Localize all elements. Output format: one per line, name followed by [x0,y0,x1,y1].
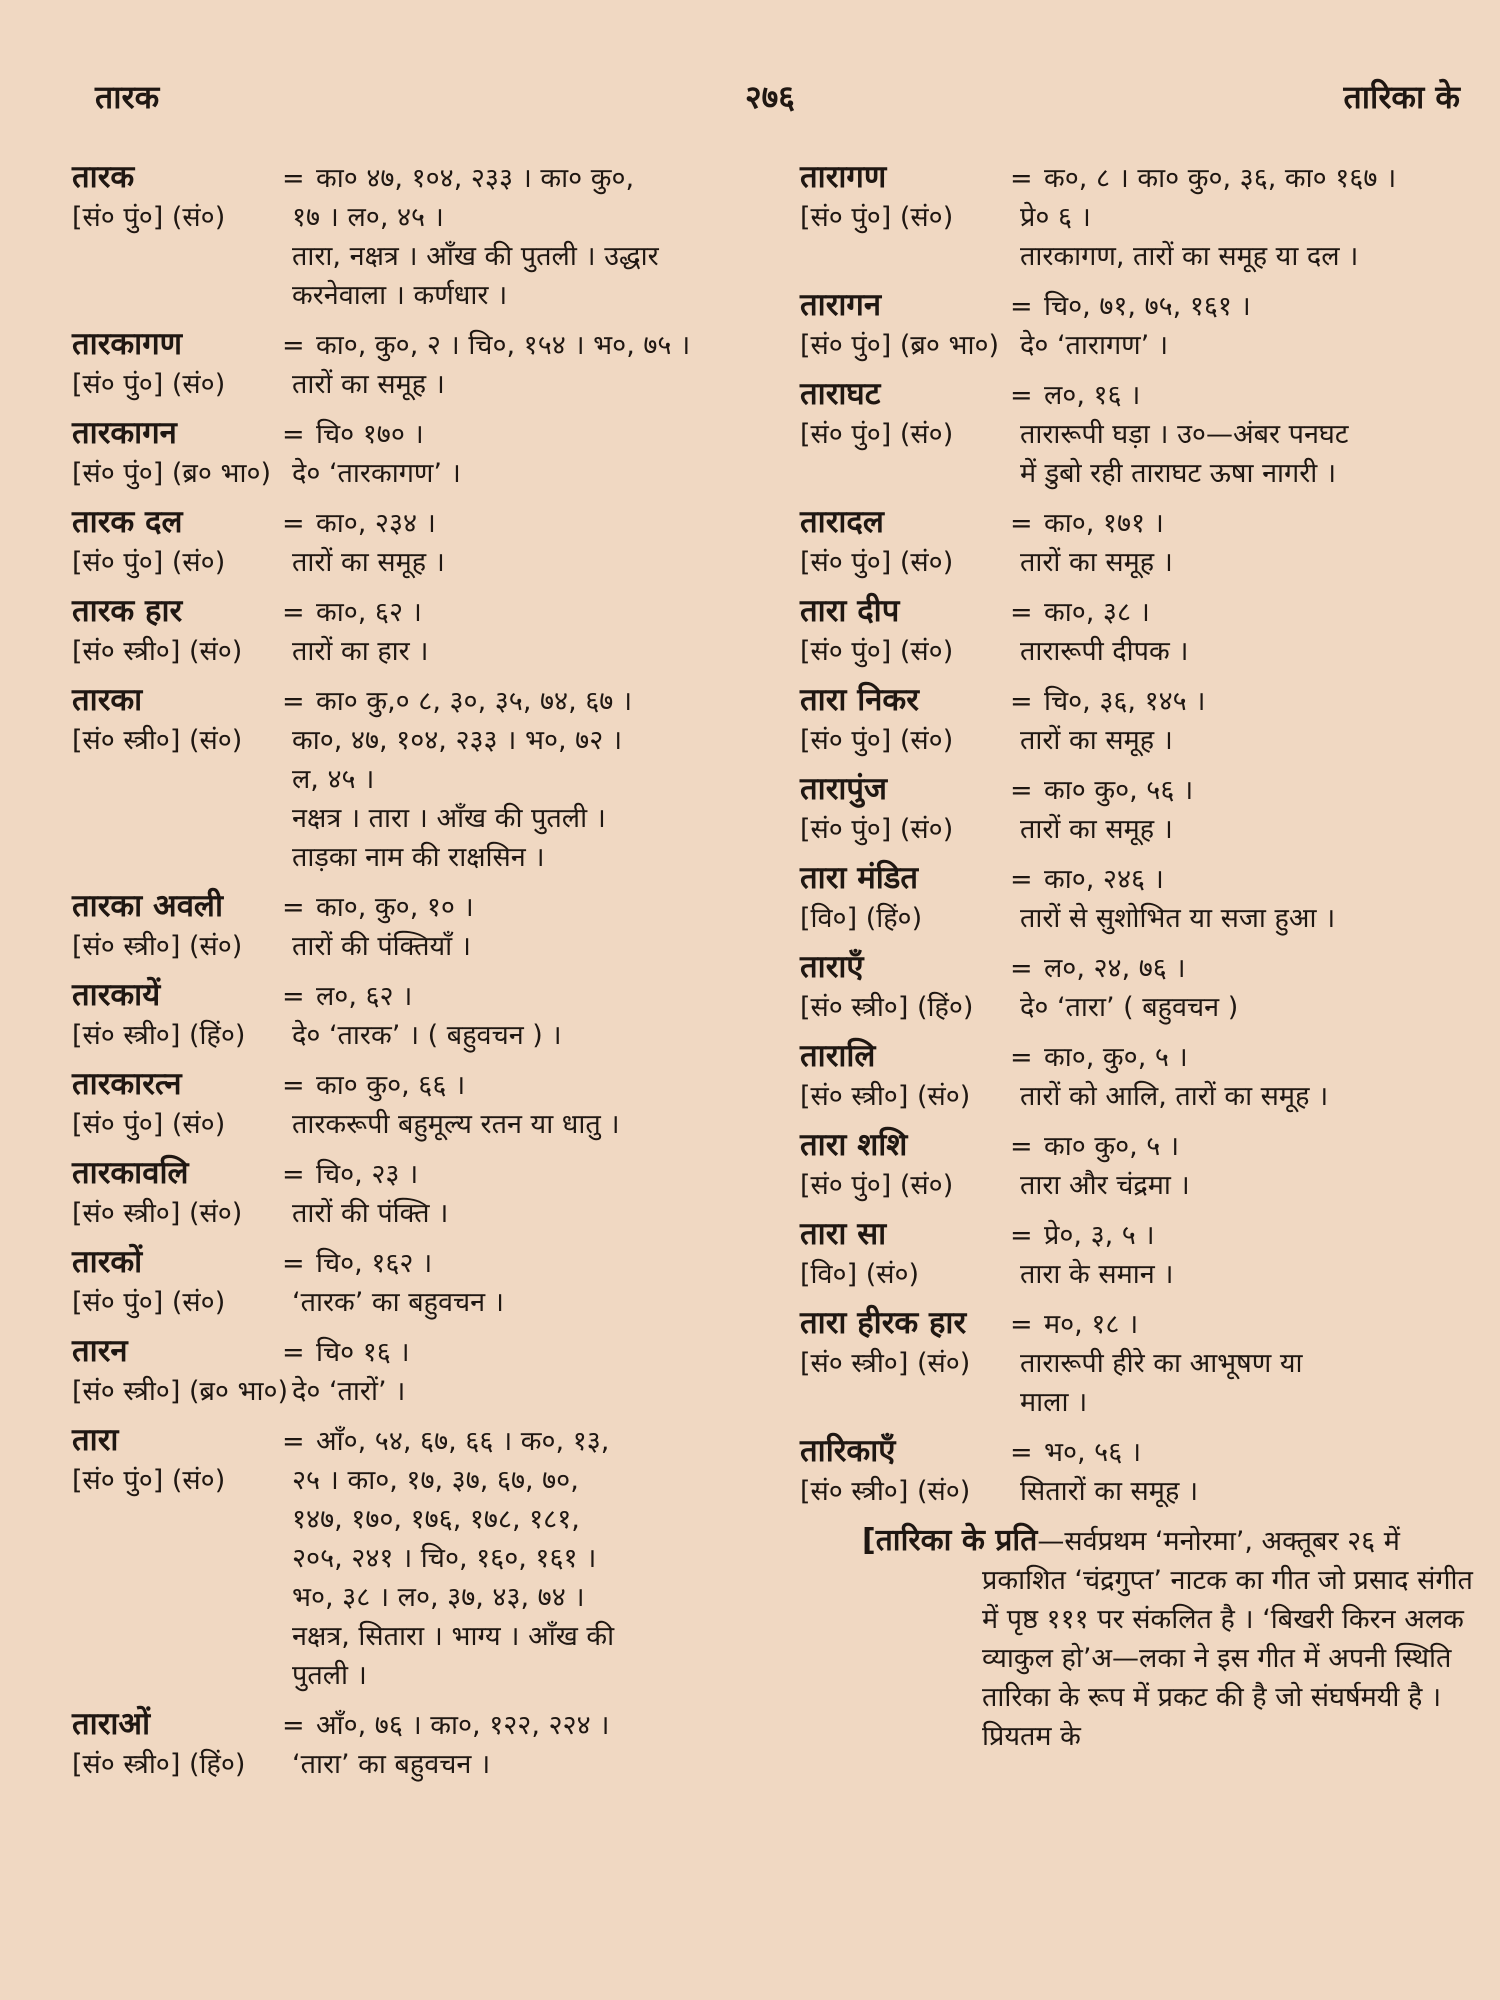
grammar-tag: [सं० स्त्री०] (सं०) [72,725,243,756]
entry-grammar-line [72,1745,752,1784]
dictionary-entry [800,286,1480,365]
definition: सितारों का समूह । [1020,1476,1199,1507]
references: का० कु,० ८, ३०, ३५, ७४, ६७ । [316,686,633,717]
headword: तारिकाएँ [800,1433,896,1469]
entry-grammar-line [72,927,752,966]
headword: तारा सा [800,1216,887,1252]
grammar-tag: [सं० पुं०] (सं०) [72,1109,226,1140]
grammar-tag: [सं० पुं०] (सं०) [800,202,954,233]
equals-sign: = [1010,1220,1033,1251]
dictionary-entry [800,770,1480,849]
equals-sign: = [1010,686,1033,717]
headword: तारा हीरक हार [800,1305,967,1341]
definition-continuation: तारा, नक्षत्र । आँख की पुतली । उद्धार [292,241,659,272]
definition: तारों का समूह । [1020,814,1173,845]
dictionary-entry [800,1037,1480,1116]
references: क०, ८ । का० कु०, ३६, का० १६७ । [1044,163,1397,194]
entry-grammar-line [72,543,752,582]
entry-grammar-line [800,988,1480,1027]
entry-headline [72,887,752,927]
grammar-tag: [सं० पुं०] (सं०) [800,547,954,578]
entry-grammar-line [72,1283,752,1322]
definition: दे० ‘तारों’ । [292,1376,406,1407]
headword: तारा मंडित [800,860,919,896]
grammar-tag: [सं० पुं०] (सं०) [800,725,954,756]
dictionary-entry [800,1304,1480,1422]
dictionary-entry [72,976,752,1055]
definition: तारों का समूह । [1020,547,1173,578]
equals-sign: = [282,892,305,923]
entry-headline [72,1154,752,1194]
entry-grammar-line [800,632,1480,671]
grammar-tag: [सं० पुं०] (सं०) [800,636,954,667]
entry-headline [72,414,752,454]
entry-grammar-line [800,1077,1480,1116]
grammar-tag: [सं० पुं०] (सं०) [72,547,226,578]
dictionary-entry [72,1243,752,1322]
definition: तारों से सुशोभित या सजा हुआ । [1020,903,1336,934]
definition: तारों का समूह । [292,547,445,578]
equals-sign: = [282,508,305,539]
headword: ताराएँ [800,949,864,985]
headword: तारा निकर [800,682,919,718]
definition-continuation: तारकागण, तारों का समूह या दल । [1020,241,1359,272]
definition: तारों का समूह । [1020,725,1173,756]
grammar-tag: [सं० पुं०] (सं०) [72,202,226,233]
entry-grammar-line [72,1194,752,1233]
dictionary-entry [72,887,752,966]
grammar-tag: [सं० स्त्री०] (हिं०) [72,1020,246,1051]
dictionary-entry [72,158,752,315]
entry-grammar-line [72,365,752,404]
headword: तारालि [800,1038,876,1074]
entry-headline [72,503,752,543]
entry-headline [800,158,1480,198]
entry-headline [72,1421,752,1461]
headword: तारक हार [72,593,183,629]
definition: दे० ‘तारकागण’ । [292,458,461,489]
dictionary-entry [800,1126,1480,1205]
definition: तारों को आलि, तारों का समूह । [1020,1081,1329,1112]
grammar-tag: [सं० पुं०] (सं०) [800,419,954,450]
entry-grammar-line [72,632,752,671]
entry-grammar-line [72,454,752,493]
definition-continuation: पुतली । [292,1660,367,1691]
equals-sign: = [282,163,305,194]
grammar-tag: [सं० पुं०] (सं०) [800,1170,954,1201]
definition-continuation: ताड़का नाम की राक्षसिन । [292,842,545,873]
entry-headline [800,1432,1480,1472]
references: का० कु०, ५ । [1044,1131,1180,1162]
definition-continuation: माला । [1020,1387,1088,1418]
headword: तारागण [800,159,887,195]
headword: तारा शशि [800,1127,908,1163]
entry-grammar-line [72,1105,752,1144]
references: का० कु०, ६६ । [316,1070,466,1101]
header-left-guideword: तारक [95,78,160,116]
equals-sign: = [1010,163,1033,194]
entry-headline [72,681,752,721]
equals-sign: = [1010,380,1033,411]
dictionary-entry [72,503,752,582]
entry-grammar-line [72,1461,752,1500]
equals-sign: = [282,419,305,450]
headword: तारक [72,159,135,195]
headword: ताराओं [72,1706,151,1742]
grammar-tag: [सं० पुं०] (सं०) [72,369,226,400]
entry-headline [72,592,752,632]
definition-continuation: ल, ४५ । [292,764,375,795]
definition: तारारूपी घड़ा । उ०—अंबर पनघट [1020,419,1349,450]
article-title: [तारिका के प्रति [862,1523,1038,1558]
definition-continuation: में डुबो रही ताराघट ऊषा नागरी । [1020,458,1337,489]
definition: तारा के समान । [1020,1259,1174,1290]
entry-headline [72,325,752,365]
article-text: —सर्वप्रथम ‘मनोरमा’, अक्तूबर २६ में प्रकाशित ‘चंद्रगुप्त’ नाटक का गीत जो प्रसाद संगीत में पृष्ठ १११ पर संकलित है । ‘बिखरी किरन अलक व्याकुल हो’अ—लका ने इस गीत में अपनी स्थिति तारिका के रूप में प्रकट की है जो संघर्षमयी है । प्रियतम के [982,1526,1473,1752]
definition: तारों का हार । [292,636,429,667]
entry-headline [72,976,752,1016]
entry-grammar-line [72,721,752,760]
definition-continuation: करनेवाला । कर्णधार । [292,280,508,311]
entry-headline [72,1332,752,1372]
grammar-tag: [सं० स्त्री०] (सं०) [800,1348,971,1379]
dictionary-entry [800,375,1480,493]
entry-grammar-line [800,415,1480,454]
headword: तारन [72,1333,128,1369]
equals-sign: = [1010,1042,1033,1073]
headword: तारकागण [72,326,183,362]
dictionary-entry [72,681,752,877]
references: चि० १७० । [316,419,424,450]
equals-sign: = [282,981,305,1012]
entry-headline [800,375,1480,415]
headword: तारका [72,682,143,718]
headword: तारकायें [72,977,161,1013]
equals-sign: = [282,330,305,361]
page-header [95,75,1460,125]
references: चि०, २३ । [316,1159,419,1190]
references: भ०, ५६ । [1044,1437,1142,1468]
entry-grammar-line [72,198,752,237]
references: चि०, ३६, १४५ । [1044,686,1206,717]
definition-continuation: २०५, २४१ । चि०, १६०, १६१ । [292,1543,597,1574]
references: चि०, ७१, ७५, १६१ । [1044,291,1251,322]
dictionary-entry [72,1421,752,1695]
definition: दे० ‘तारा’ ( बहुवचन ) [1020,992,1239,1023]
equals-sign: = [282,597,305,628]
headword: तारा दीप [800,593,900,629]
definition-continuation: नक्षत्र, सितारा । भाग्य । आँख की [292,1621,615,1652]
definition: तारारूपी दीपक । [1020,636,1189,667]
headword: तारकों [72,1244,143,1280]
definition: ‘तारा’ का बहुवचन । [292,1749,491,1780]
entry-grammar-line [800,543,1480,582]
dictionary-entry [800,859,1480,938]
grammar-tag: [सं० पुं०] (ब्र० भा०) [72,458,272,489]
headword: तारकावलि [72,1155,189,1191]
equals-sign: = [282,686,305,717]
references: आँ०, ७६ । का०, १२२, २२४ । [316,1710,610,1741]
page-number: २७६ [745,78,795,116]
dictionary-entry [72,414,752,493]
entry-headline [800,286,1480,326]
headword: तारकागन [72,415,177,451]
entry-grammar-line [800,1255,1480,1294]
dictionary-entry [800,948,1480,1027]
definition: ‘तारक’ का बहुवचन । [292,1287,504,1318]
entry-grammar-line [800,1344,1480,1383]
equals-sign: = [1010,1309,1033,1340]
equals-sign: = [1010,864,1033,895]
references: म०, १८ । [1044,1309,1139,1340]
grammar-tag: [सं० स्त्री०] (हिं०) [72,1749,246,1780]
equals-sign: = [1010,508,1033,539]
entry-grammar-line [800,1166,1480,1205]
references: प्रे०, ३, ५ । [1044,1220,1155,1251]
grammar-tag: [सं० पुं०] (ब्र० भा०) [800,330,1000,361]
grammar-tag: [सं० स्त्री०] (सं०) [72,931,243,962]
references: चि०, १६२ । [316,1248,433,1279]
equals-sign: = [282,1248,305,1279]
grammar-tag: [सं० स्त्री०] (सं०) [72,1198,243,1229]
definition: का०, ४७, १०४, २३३ । भ०, ७२ । [292,725,623,756]
dictionary-entry [800,503,1480,582]
dictionary-entry [72,1705,752,1784]
definition: प्रे० ६ । [1020,202,1091,233]
equals-sign: = [1010,1131,1033,1162]
definition: तारकरूपी बहुमूल्य रतन या धातु । [292,1109,620,1140]
headword: तारकारत्न [72,1066,182,1102]
entry-headline [800,1215,1480,1255]
references: चि० १६ । [316,1337,410,1368]
entry-grammar-line [800,1472,1480,1511]
entry-headline [800,592,1480,632]
references: का०, ३८ । [1044,597,1150,628]
entry-headline [800,1304,1480,1344]
left-column [72,158,752,1794]
definition: तारा और चंद्रमा । [1020,1170,1190,1201]
references: का०, कु०, २ । चि०, १५४ । भ०, ७५ । [316,330,691,361]
equals-sign: = [1010,597,1033,628]
definition: तारारूपी हीरे का आभूषण या [1020,1348,1303,1379]
definition: १७ । ल०, ४५ । [292,202,444,233]
entry-grammar-line [800,810,1480,849]
equals-sign: = [1010,1437,1033,1468]
references: का०, २३४ । [316,508,436,539]
grammar-tag: [सं० स्त्री०] (सं०) [800,1081,971,1112]
entry-headline [800,948,1480,988]
entry-headline [800,681,1480,721]
headword: तारका अवली [72,888,223,924]
references: का०, कु०, १० । [316,892,474,923]
entry-headline [800,503,1480,543]
references: आँ०, ५४, ६७, ६६ । क०, १३, [316,1426,610,1457]
headword: तारागन [800,287,882,323]
grammar-tag: [सं० पुं०] (सं०) [72,1287,226,1318]
dictionary-entry [72,1065,752,1144]
dictionary-entry [72,1332,752,1411]
definition-continuation: भ०, ३८ । ल०, ३७, ४३, ७४ । [292,1582,585,1613]
entry-headline [72,1705,752,1745]
entry-grammar-line [800,899,1480,938]
references: का०, ६२ । [316,597,422,628]
equals-sign: = [1010,291,1033,322]
equals-sign: = [282,1337,305,1368]
entry-grammar-line [800,326,1480,365]
references: ल०, २४, ७६ । [1044,953,1186,984]
headword: तारादल [800,504,884,540]
grammar-tag: [सं० स्त्री०] (ब्र० भा०) [72,1376,289,1407]
entry-headline [800,770,1480,810]
entry-grammar-line [800,198,1480,237]
entry-headline [800,859,1480,899]
dictionary-entry [72,592,752,671]
entry-headline [72,1065,752,1105]
headword: तारा [72,1422,119,1458]
equals-sign: = [1010,953,1033,984]
definition-continuation: १४७, १७०, १७६, १७८, १८१, [292,1504,580,1535]
dictionary-entry [72,1154,752,1233]
equals-sign: = [282,1159,305,1190]
references: का० ४७, १०४, २३३ । का० कु०, [316,163,635,194]
definition: दे० ‘तारागण’ । [1020,330,1169,361]
references: का०, कु०, ५ । [1044,1042,1188,1073]
dictionary-entry [800,1215,1480,1294]
definition: तारों का समूह । [292,369,445,400]
headword: तारापुंज [800,771,888,807]
headword: तारक दल [72,504,183,540]
entry-headline [72,1243,752,1283]
grammar-tag: [सं० पुं०] (सं०) [800,814,954,845]
header-right-guideword: तारिका के [1343,78,1460,116]
entry-headline [800,1126,1480,1166]
dictionary-entry [800,1432,1480,1511]
entry-grammar-line [800,721,1480,760]
entry-headline [800,1037,1480,1077]
equals-sign: = [282,1070,305,1101]
dictionary-entry [72,325,752,404]
grammar-tag: [सं० स्त्री०] (हिं०) [800,992,974,1023]
references: का० कु०, ५६ । [1044,775,1194,806]
dictionary-entry [800,681,1480,760]
definition: दे० ‘तारक’ । ( बहुवचन ) । [292,1020,562,1051]
grammar-tag: [सं० स्त्री०] (सं०) [800,1476,971,1507]
grammar-tag: [सं० पुं०] (सं०) [72,1465,226,1496]
equals-sign: = [282,1426,305,1457]
references: ल०, १६ । [1044,380,1141,411]
headword: ताराघट [800,376,881,412]
references: का०, १७१ । [1044,508,1164,539]
entry-grammar-line [72,1372,752,1411]
right-column [800,158,1480,1756]
entry-grammar-line [72,1016,752,1055]
equals-sign: = [1010,775,1033,806]
definition-continuation: नक्षत्र । तारा । आँख की पुतली । [292,803,606,834]
definition: तारों की पंक्तियाँ । [292,931,471,962]
entry-headline [72,158,752,198]
dictionary-entry [800,158,1480,276]
references: ल०, ६२ । [316,981,413,1012]
equals-sign: = [282,1710,305,1741]
definition: तारों की पंक्ति । [292,1198,449,1229]
article-note [800,1521,1480,1756]
grammar-tag: [वि०] (सं०) [800,1259,920,1290]
references: का०, २४६ । [1044,864,1164,895]
grammar-tag: [वि०] (हिं०) [800,903,923,934]
dictionary-entry [800,592,1480,671]
definition: २५ । का०, १७, ३७, ६७, ७०, [292,1465,579,1496]
grammar-tag: [सं० स्त्री०] (सं०) [72,636,243,667]
